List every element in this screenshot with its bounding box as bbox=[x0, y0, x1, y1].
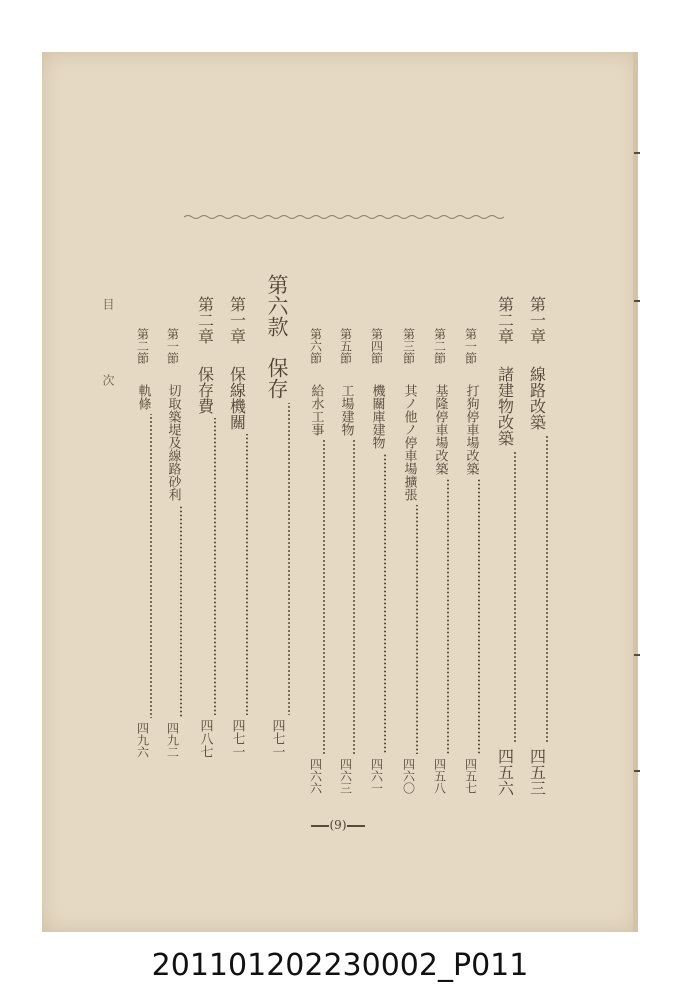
entry-title: 工場建物 bbox=[338, 384, 354, 436]
page-number-rule bbox=[311, 825, 329, 827]
entry-page: 四七一 bbox=[269, 719, 285, 758]
entry-label: 第二章 bbox=[495, 296, 515, 344]
entry-label: 第一節 bbox=[165, 328, 180, 364]
entry-label: 第四節 bbox=[369, 328, 384, 364]
entry-page: 四五六 bbox=[495, 748, 515, 796]
binding-notch bbox=[634, 300, 640, 302]
entry-page: 四八七 bbox=[197, 719, 213, 758]
toc-entry bbox=[400, 328, 418, 794]
entry-title: 保存 bbox=[265, 357, 289, 399]
dot-leader bbox=[150, 414, 152, 718]
entry-page: 四六〇 bbox=[401, 758, 416, 794]
binding-notch bbox=[634, 152, 640, 154]
dot-leader bbox=[246, 434, 248, 715]
page-edge bbox=[633, 52, 638, 932]
toc-entry bbox=[226, 296, 248, 758]
toc-entry bbox=[337, 328, 355, 794]
dot-leader bbox=[384, 453, 386, 754]
entry-page: 四九二 bbox=[165, 722, 180, 758]
page-number-value: 9 bbox=[334, 818, 342, 832]
entry-title: 給水工事 bbox=[308, 384, 324, 436]
entry-page: 四五三 bbox=[527, 748, 547, 796]
toc-entry bbox=[134, 328, 152, 758]
document-page bbox=[42, 52, 638, 932]
entry-page: 四六六 bbox=[308, 758, 323, 794]
entry-title: 線路改築 bbox=[527, 366, 547, 430]
entry-label: 第二節 bbox=[432, 328, 447, 364]
entry-title: 諸建物改築 bbox=[495, 366, 515, 446]
dot-leader bbox=[180, 505, 182, 718]
binding-notch bbox=[634, 770, 640, 772]
entry-page: 四五八 bbox=[432, 758, 447, 794]
entry-title: 打狗停車場改築 bbox=[463, 384, 479, 475]
toc-entry bbox=[164, 328, 182, 758]
toc-entry bbox=[462, 328, 480, 794]
entry-label: 第三節 bbox=[401, 328, 416, 364]
entry-label: 第一章 bbox=[527, 296, 547, 344]
decorative-wavy-rule bbox=[184, 212, 504, 222]
binding-notch bbox=[634, 654, 640, 656]
dot-leader bbox=[478, 479, 480, 754]
entry-title: 切取築堤及線路砂利 bbox=[165, 384, 181, 501]
entry-title: 其ノ他ノ停車場擴張 bbox=[401, 384, 417, 501]
entry-page: 四九六 bbox=[135, 722, 150, 758]
toc-entry bbox=[194, 296, 216, 758]
entry-title: 保線機關 bbox=[227, 366, 247, 430]
entry-label: 第六節 bbox=[308, 328, 323, 364]
page-number: (9) bbox=[298, 818, 378, 832]
entry-title: 機關庫建物 bbox=[369, 384, 385, 449]
entry-title: 保存費 bbox=[195, 366, 215, 414]
entry-page: 四五七 bbox=[463, 758, 478, 794]
toc-entry bbox=[368, 328, 386, 794]
entry-page: 四六一 bbox=[369, 758, 384, 794]
running-header: 目 次 bbox=[101, 298, 115, 416]
archive-caption: 20110120223000​2_P011 bbox=[151, 948, 529, 983]
entry-title: 軌條 bbox=[135, 384, 151, 410]
toc-entry-part bbox=[264, 274, 290, 758]
dot-leader bbox=[447, 479, 449, 754]
entry-label: 第六款 bbox=[265, 274, 289, 337]
dot-leader bbox=[323, 440, 325, 754]
dot-leader bbox=[214, 418, 216, 715]
dot-leader bbox=[416, 505, 418, 754]
toc-entry bbox=[431, 328, 449, 794]
entry-label: 第一節 bbox=[463, 328, 478, 364]
toc-entry bbox=[526, 296, 548, 796]
toc-entry bbox=[494, 296, 516, 796]
entry-label: 第二章 bbox=[195, 296, 215, 344]
page-number-rule bbox=[347, 825, 365, 827]
dot-leader bbox=[288, 403, 290, 715]
entry-page: 四六三 bbox=[338, 758, 353, 794]
dot-leader bbox=[353, 440, 355, 754]
entry-page: 四七一 bbox=[229, 719, 245, 758]
toc-entry bbox=[307, 328, 325, 794]
entry-label: 第五節 bbox=[338, 328, 353, 364]
entry-label: 第一章 bbox=[227, 296, 247, 344]
dot-leader bbox=[546, 434, 548, 744]
entry-title: 基隆停車場改築 bbox=[432, 384, 448, 475]
dot-leader bbox=[514, 450, 516, 744]
entry-label: 第二節 bbox=[135, 328, 150, 364]
